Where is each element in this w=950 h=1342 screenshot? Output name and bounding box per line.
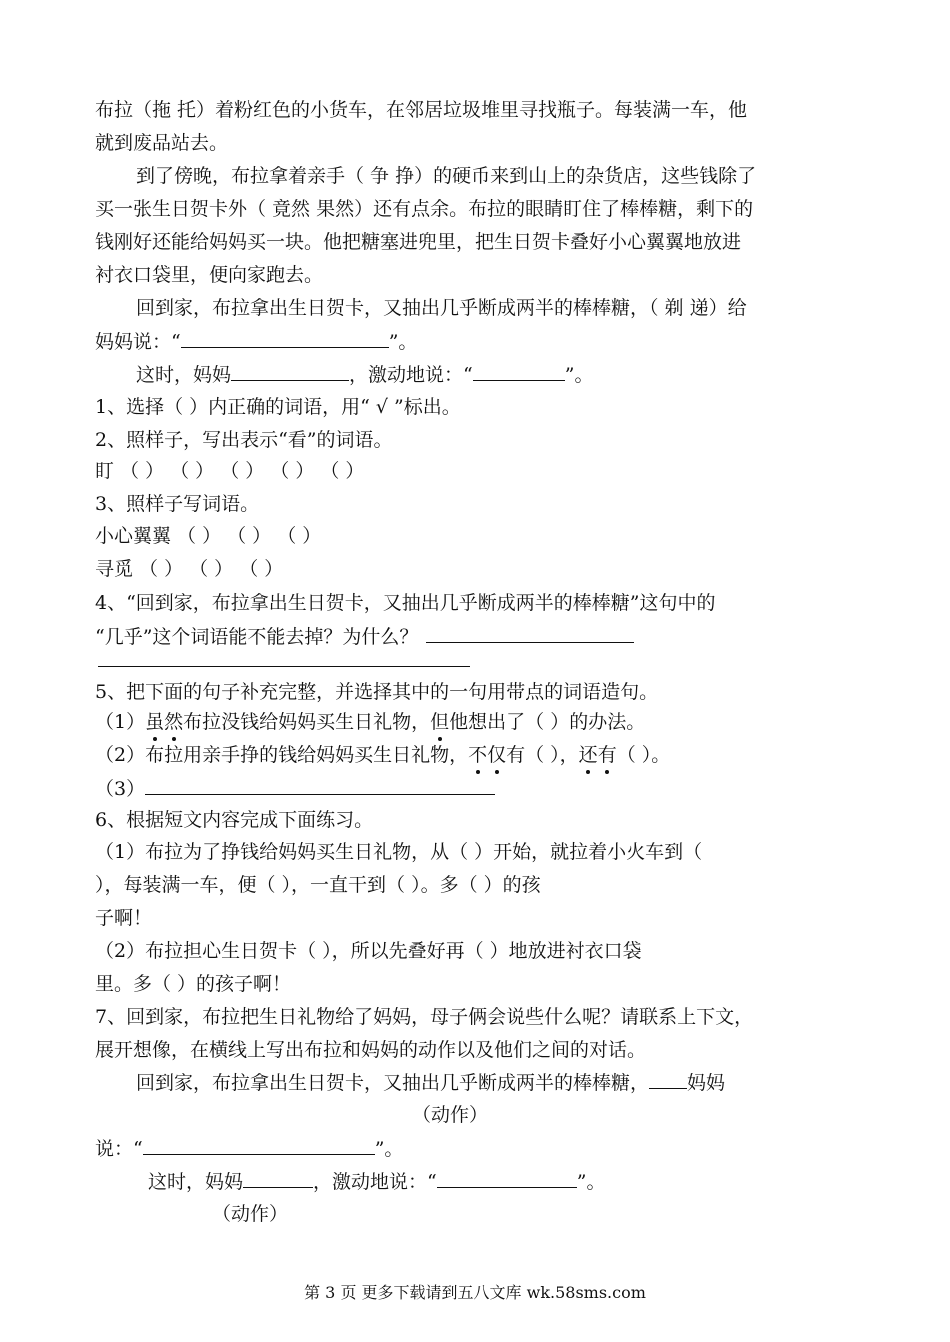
passage-text: 这时，妈妈 <box>136 364 232 386</box>
question-text: ”。 <box>576 1171 606 1193</box>
passage-text: ”。 <box>564 364 594 386</box>
question-3: 3、照样子写词语。 <box>95 493 260 515</box>
question-7-passage <box>95 1136 403 1161</box>
question-text: 说：“ <box>95 1138 143 1160</box>
dotted-char: 但 <box>430 711 450 733</box>
action-note: （动作） <box>412 1104 489 1126</box>
question-text: 他想出了（ ）的办法。 <box>449 711 646 733</box>
passage-line: 布拉（拖 托）着粉红色的小货车，在邻居垃圾堆里寻找瓶子。每装满一车，他 <box>95 99 748 121</box>
question-7-passage <box>136 1070 725 1095</box>
question-text: ，激动地说：“ <box>313 1171 437 1193</box>
answer-blank[interactable] <box>426 624 634 643</box>
question-7: 7、回到家，布拉把生日礼物给了妈妈，母子俩会说些什么呢？请联系上下文， <box>95 1006 754 1028</box>
question-text: （ ）。 <box>616 744 671 766</box>
passage-line: 就到废品站去。 <box>95 132 229 154</box>
passage-line: 衬衣口袋里，便向家跑去。 <box>95 264 324 286</box>
answer-blank[interactable] <box>181 329 389 348</box>
answer-blank[interactable] <box>231 362 349 381</box>
passage-line: 买一张生日贺卡外（ 竟然 果然）还有点余。布拉的眼睛盯住了棒棒糖，剩下的 <box>95 198 754 220</box>
question-text: 妈妈 <box>687 1072 726 1094</box>
question-3-answer-row[interactable]: 寻觅 （ ） （ ） （ ） <box>95 558 284 580</box>
item-number: （1） <box>95 711 146 733</box>
passage-text: ”。 <box>388 331 418 353</box>
question-text: 有（ ）， <box>506 744 579 766</box>
dotted-char: 不 <box>468 744 488 766</box>
question-5-item-2 <box>95 743 670 767</box>
answer-blank[interactable] <box>437 1169 577 1188</box>
dotted-char: 仅 <box>487 744 507 766</box>
question-3-answer-row[interactable]: 小心翼翼 （ ） （ ） （ ） <box>95 525 322 547</box>
passage-text: 妈妈说：“ <box>95 331 181 353</box>
question-6: 6、根据短文内容完成下面练习。 <box>95 809 374 831</box>
question-text: 回到家，布拉拿出生日贺卡，又抽出几乎断成两半的棒棒糖， <box>136 1072 650 1094</box>
question-text: 布拉没钱给妈妈买生日礼物， <box>183 711 431 733</box>
passage-line: 回到家，布拉拿出生日贺卡，又抽出几乎断成两半的棒棒糖，（ 剃 递）给 <box>136 297 747 319</box>
dotted-char: 虽 <box>145 711 165 733</box>
question-7: 展开想像，在横线上写出布拉和妈妈的动作以及他们之间的对话。 <box>95 1039 647 1061</box>
question-text: “几乎”这个词语能不能去掉？为什么？ <box>95 626 419 648</box>
item-number: （3） <box>95 778 146 800</box>
question-6-item-1: （1）布拉为了挣钱给妈妈买生日礼物，从（ ）开始，就拉着小火车到（ <box>95 841 703 863</box>
question-4 <box>95 624 634 649</box>
passage-line: 钱刚好还能给妈妈买一块。他把糖塞进兜里，把生日贺卡叠好小心翼翼地放进 <box>95 231 742 253</box>
answer-line[interactable] <box>98 647 470 667</box>
dotted-char: 还 <box>578 744 598 766</box>
dotted-char: 然 <box>164 711 184 733</box>
answer-blank[interactable] <box>649 1070 687 1089</box>
question-5: 5、把下面的句子补充完整，并选择其中的一句用带点的词语造句。 <box>95 681 659 703</box>
question-2-answer-row[interactable]: 盯 （ ） （ ） （ ） （ ） （ ） <box>95 460 365 482</box>
passage-line: 到了傍晚，布拉拿着亲手（ 争 挣）的硬币来到山上的杂货店，这些钱除了 <box>136 165 757 187</box>
answer-blank[interactable] <box>243 1169 313 1188</box>
question-5-item-1 <box>95 710 645 734</box>
action-note: （动作） <box>212 1203 289 1225</box>
question-6-item-2: （2）布拉担心生日贺卡（ ），所以先叠好再（ ）地放进衬衣口袋 <box>95 940 642 962</box>
question-6-item-2: 里。多（ ）的孩子啊！ <box>95 973 292 995</box>
question-1: 1、选择（ ）内正确的词语，用“ √ ”标出。 <box>95 396 461 418</box>
question-7-passage <box>148 1169 605 1194</box>
passage-line <box>136 362 593 387</box>
passage-text: ，激动地说：“ <box>349 364 473 386</box>
question-text: 这时，妈妈 <box>148 1171 244 1193</box>
question-text: （2）布拉用亲手挣的钱给妈妈买生日礼物， <box>95 744 469 766</box>
question-2: 2、照样子，写出表示“看”的词语。 <box>95 429 393 451</box>
question-6-item-1: ），每装满一车，便（ ），一直干到（ ）。多（ ）的孩 <box>95 874 541 896</box>
question-4: 4、“回到家，布拉拿出生日贺卡，又抽出几乎断成两半的棒棒糖”这句中的 <box>95 592 716 614</box>
question-text: ”。 <box>374 1138 404 1160</box>
page-footer: 第 3 页 更多下载请到五八文库 wk.58sms.com <box>304 1283 646 1302</box>
answer-blank[interactable] <box>143 1136 375 1155</box>
question-5-item-3 <box>95 776 495 801</box>
passage-line <box>95 329 417 354</box>
answer-blank[interactable] <box>145 776 495 795</box>
dotted-char: 有 <box>597 744 617 766</box>
answer-blank[interactable] <box>473 362 565 381</box>
question-6-item-1: 子啊！ <box>95 907 153 929</box>
